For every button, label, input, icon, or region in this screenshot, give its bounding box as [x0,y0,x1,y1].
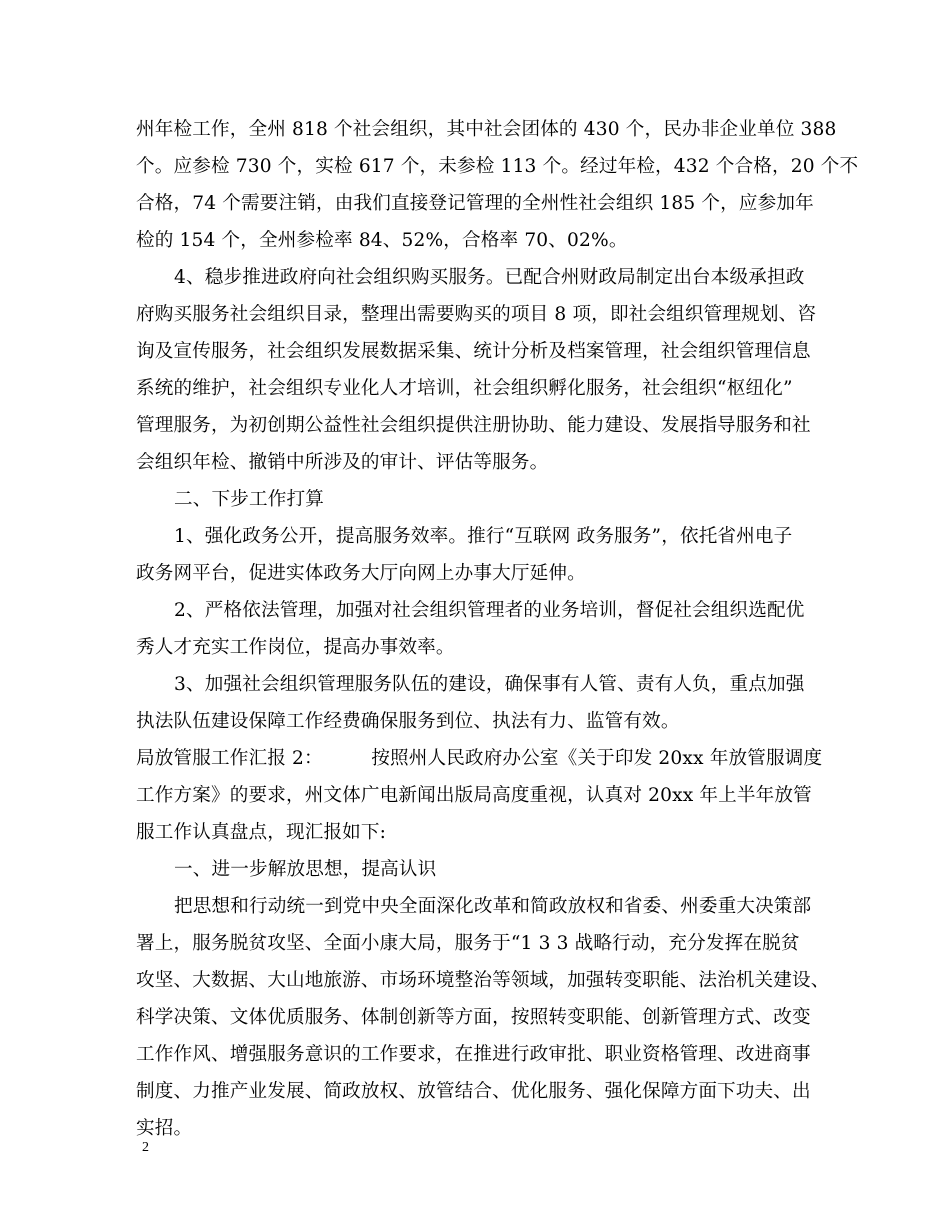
body-text-line: 询及宣传服务，社会组织发展数据采集、统计分析及档案管理，社会组织管理信息 [136,341,811,362]
body-text-line: 秀人才充实工作岗位，提高办事效率。 [136,637,455,658]
body-text-line: 科学决策、文体优质服务、体制创新等方面，按照转变职能、创新管理方式、改变 [136,1007,811,1028]
section-heading: 一、进一步解放思想，提高认识 [174,859,437,880]
paragraph-start-line: 把思想和行动统一到党中央全面深化改革和简政放权和省委、州委重大决策部 [174,896,812,917]
body-text-line: 州年检工作，全州 818 个社会组织，其中社会团体的 430 个，民办非企业单位 388 [136,119,837,140]
paragraph-start-line: 1、强化政务公开，提高服务效率。推行“互联网 政务服务”，依托省州电子 [174,526,793,547]
page-number: 2 [142,1140,149,1155]
body-text-line: 署上，服务脱贫攻坚、全面小康大局，服务于“1 3 3 战略行动，充分发挥在脱贫 [136,933,800,954]
body-text-line: 府购买服务社会组织目录，整理出需要购买的项目 8 项，即社会组织管理规划、咨 [136,304,817,325]
paragraph-start-line: 3、加强社会组织管理服务队伍的建设，确保事有人管、责有人负，重点加强 [174,674,805,695]
body-text-line: 个。应参检 730 个，实检 617 个，未参检 113 个。经过年检，432 个合格，20 个不 [136,156,859,177]
paragraph-start-line: 2、严格依法管理，加强对社会组织管理者的业务培训，督促社会组织选配优 [174,600,805,621]
body-text-line: 执法队伍建设保障工作经费确保服务到位、执法有力、监管有效。 [136,711,680,732]
body-text-line: 制度、力推产业发展、简政放权、放管结合、优化服务、强化保障方面下功夫、出 [136,1081,811,1102]
body-text-line: 攻坚、大数据、大山地旅游、市场环境整治等领域，加强转变职能、法治机关建设、 [136,970,830,991]
body-text-line: 合格，74 个需要注销，由我们直接登记管理的全州性社会组织 185 个，应参加年 [136,193,814,214]
body-text-line: 政务网平台，促进实体政务大厅向网上办事大厅延伸。 [136,563,586,584]
body-text-line: 会组织年检、撤销中所涉及的审计、评估等服务。 [136,452,549,473]
body-text-line: 检的 154 个，全州参检率 84、52%，合格率 70、02%。 [136,230,628,251]
body-text-line: 系统的维护，社会组织专业化人才培训，社会组织孵化服务，社会组织“枢纽化” [136,378,793,399]
body-text-line: 工作作风、增强服务意识的工作要求，在推进行政审批、职业资格管理、改进商事 [136,1044,811,1065]
report-title-line: 局放管服工作汇报 2： 按照州人民政府办公室《关于印发 20xx 年放管服调度 [136,748,823,769]
section-heading: 二、下步工作打算 [174,489,324,510]
body-text-line: 服工作认真盘点，现汇报如下: [136,822,387,843]
body-text-line: 工作方案》的要求，州文体广电新闻出版局高度重视，认真对 20xx 年上半年放管 [136,785,812,806]
body-text-line: 实招。 [136,1118,193,1139]
paragraph-start-line: 4、稳步推进政府向社会组织购买服务。已配合州财政局制定出台本级承担政 [174,267,805,288]
body-text-line: 管理服务，为初创期公益性社会组织提供注册协助、能力建设、发展指导服务和社 [136,415,811,436]
